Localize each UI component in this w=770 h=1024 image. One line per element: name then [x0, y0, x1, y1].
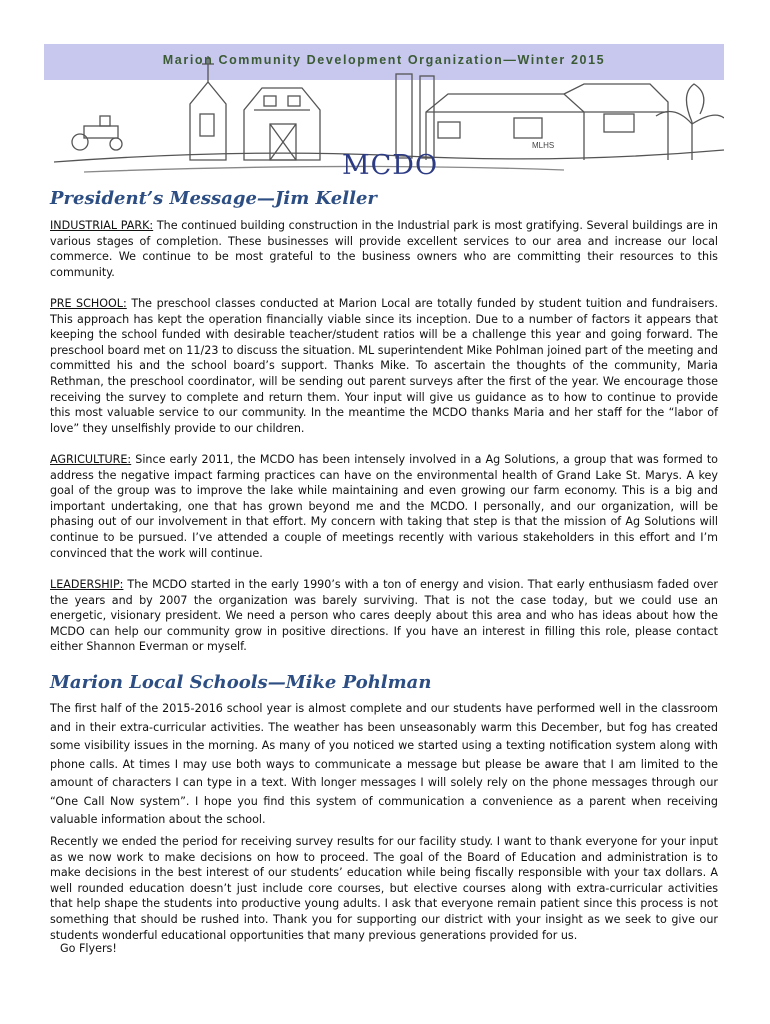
agriculture-text: Since early 2011, the MCDO has been intensely involved in a Ag Solutions, a group that was formed to address the negative impact farming practices can have on the environmental health of Grand Lake St. Marys. A key goal of the group was to improve the lake while maintaining and even growing our farm economy. This is a big and important undertaking, one that has grown beyond me and the MCDO. I personally, and our organization, will be phasing out of our involvement in that effort. My concern with taking that step is that the mission of Ag Solutions will continue to be pursued. I’ve attended a couple of meetings recently with various stakeholders in this effort and I’m convinced that the work will continue.: [50, 453, 719, 560]
leadership-label: LEADERSHIP:: [50, 578, 124, 591]
pre-school-text: The preschool classes conducted at Marion Local are totally funded by student tuition and fundraisers. This approach has kept the operation financially viable since its inception. Due to a number of factors it appears that keeping the school funded with desirable teacher/student ratios will be a challenge this year and going forward. The preschool board met on 11/23 to discuss the situation. ML superintendent Mike Pohlman joined part of the meeting and committed his and the school board’s support. Thanks Mike. To ascertain the thoughts of the community, Maria Rethman, the preschool coordinator, will be sending out parent surveys after the first of the year. We encourage those receiving the survey to complete and return them. Your input will give us guidance as to how to continue to provide this most valuable service to our community. In the meantime the MCDO thanks Maria and her staff for the “labor of love” they unselfishly provide to our children.: [50, 297, 719, 435]
closing-line: Go Flyers!: [60, 942, 117, 955]
tree-drawing: [656, 84, 724, 160]
tractor-drawing: [72, 116, 122, 150]
industrial-park-text: The continued building construction in the Industrial park is most gratifying. Several buildings are in various stages of completion. These businesses will provide excellent services to our area and increase our local commerce. We continue to be most grateful to the business owners who are committing their resources to this community.: [50, 219, 718, 279]
pre-school-paragraph: [50, 296, 718, 436]
leadership-paragraph: [50, 577, 718, 655]
pre-school-label: PRE SCHOOL:: [50, 297, 127, 310]
mlhs-sign: MLHS: [532, 141, 555, 150]
mcdo-logo: MCDO: [342, 150, 439, 181]
schools-paragraph-2: Recently we ended the period for receiving survey results for our facility study. I want to thank everyone for your input as we now work to make decisions on how to proceed. The goal of the Board of Education and administration is to make decisions in the best interest of our students’ education while being fiscally responsible with your tax dollars. A well rounded education doesn’t just include core courses, but elective courses along with extra-curricular activities that help shape the students into productive young adults. I ask that everyone remain patient since this process is not something that should be rushed into. Thank you for supporting our district with your insight as we seek to give our students wonderful educational opportunities that many previous generations provided for us.: [50, 835, 718, 942]
schools-paragraph-1: The first half of the 2015-2016 school year is almost complete and our students have performed well in the classroom and in their extra-curricular activities. The weather has been unseasonably warm this December, but fog has created some visibility issues in the morning. As many of you noticed we started using a texting notification system along with phone calls. At times I may use both ways to communicate a message but please be aware that I am limited to the amount of characters I can type in a text. With longer messages I will solely rely on the phone messages through our “One Call Now system”. I hope you find this system of communication a convenience as a parent when receiving valuable information about the school.: [50, 702, 718, 826]
industrial-park-paragraph: [50, 218, 718, 280]
church-drawing: [190, 56, 226, 160]
industrial-park-label: INDUSTRIAL PARK:: [50, 219, 154, 232]
agriculture-label: AGRICULTURE:: [50, 453, 132, 466]
newsletter-title: Marion Community Development Organization—Winter 2015: [162, 53, 606, 67]
schools-heading: Marion Local Schools—Mike Pohlman: [50, 672, 432, 693]
agriculture-paragraph: [50, 452, 718, 561]
presidents-message-heading: President’s Message—Jim Keller: [50, 188, 377, 209]
barn-drawing: [244, 88, 320, 160]
leadership-text: The MCDO started in the early 1990’s with a ton of energy and vision. That early enthusiasm faded over the years and by 2007 the organization was barely surviving. That is not the case today, but we could use an energetic, visionary president. We need a person who cares deeply about this area and who has ideas about how the MCDO can help our community grow in positive directions. If you have an interest in filling this role, please contact either Shannon Everman or myself.: [50, 578, 719, 654]
